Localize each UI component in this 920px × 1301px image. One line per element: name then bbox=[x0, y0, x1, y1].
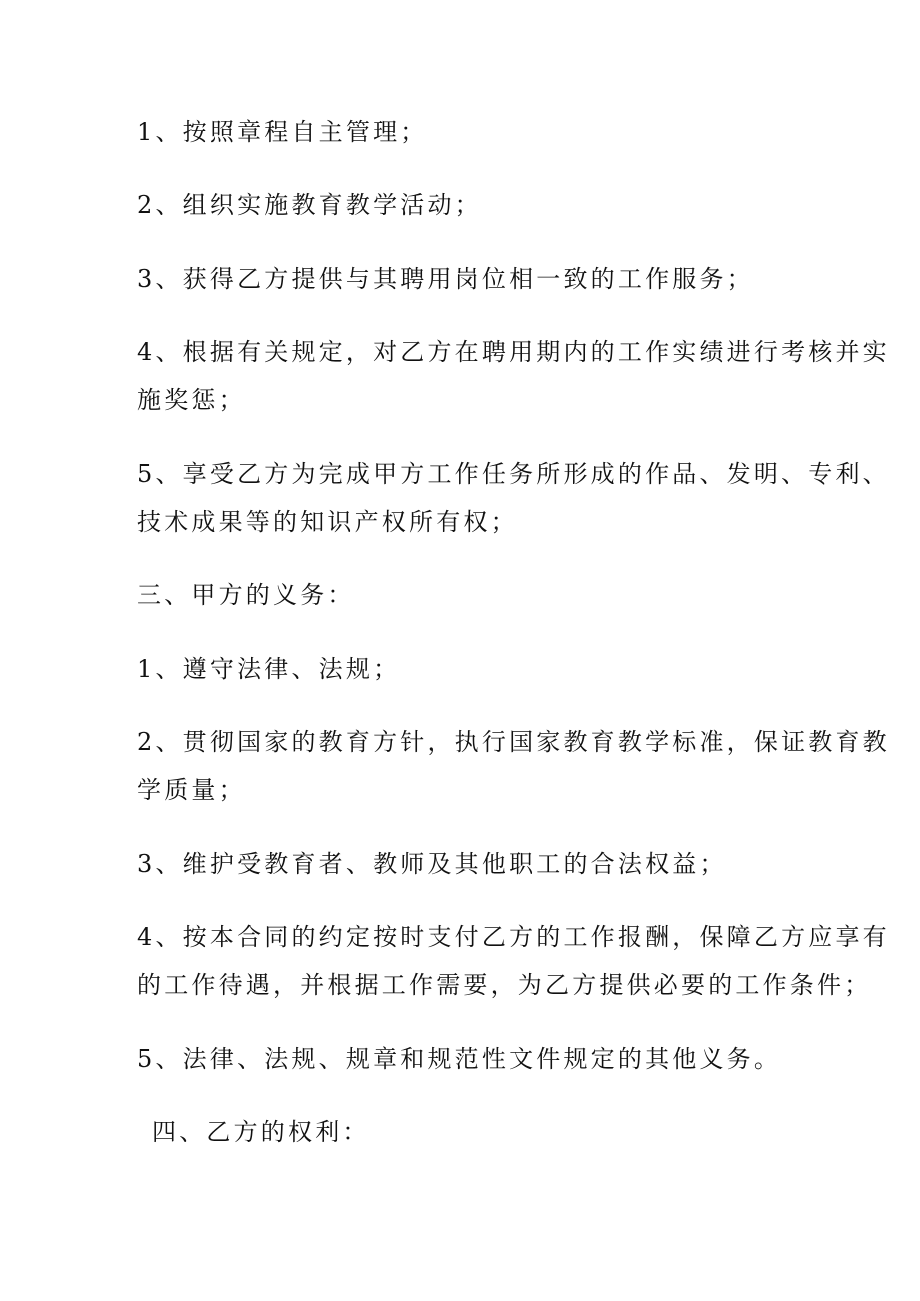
clause-5-ip-line-1: 5、享受乙方为完成甲方工作任务所形成的作品、发明、专利、 bbox=[137, 460, 890, 488]
clause-3-work-services: 3、获得乙方提供与其聘用岗位相一致的工作服务； bbox=[137, 265, 754, 293]
obligation-5-other: 5、法律、法规、规章和规范性文件规定的其他义务。 bbox=[137, 1045, 782, 1073]
obligation-2-education-line-1: 2、贯彻国家的教育方针，执行国家教育教学标准，保证教育教 bbox=[137, 728, 890, 756]
obligation-4-remuneration-line-1: 4、按本合同的约定按时支付乙方的工作报酬，保障乙方应享有 bbox=[137, 923, 890, 951]
clause-1-self-management: 1、按照章程自主管理； bbox=[137, 118, 428, 146]
clause-5-ip-line-2: 技术成果等的知识产权所有权； bbox=[137, 508, 518, 536]
obligation-2-education-line-2: 学质量； bbox=[137, 776, 246, 804]
clause-4-assessment-line-1: 4、根据有关规定，对乙方在聘用期内的工作实绩进行考核并实 bbox=[137, 338, 890, 366]
section-heading-party-b-rights: 四、乙方的权利： bbox=[152, 1118, 370, 1146]
obligation-4-remuneration-line-2: 的工作待遇，并根据工作需要，为乙方提供必要的工作条件； bbox=[137, 971, 872, 999]
obligation-3-rights-protection: 3、维护受教育者、教师及其他职工的合法权益； bbox=[137, 850, 727, 878]
obligation-1-laws: 1、遵守法律、法规； bbox=[137, 655, 401, 683]
section-heading-party-a-obligations: 三、甲方的义务： bbox=[137, 581, 355, 609]
clause-2-teaching-activities: 2、组织实施教育教学活动； bbox=[137, 191, 482, 219]
clause-4-assessment-line-2: 施奖惩； bbox=[137, 386, 246, 414]
